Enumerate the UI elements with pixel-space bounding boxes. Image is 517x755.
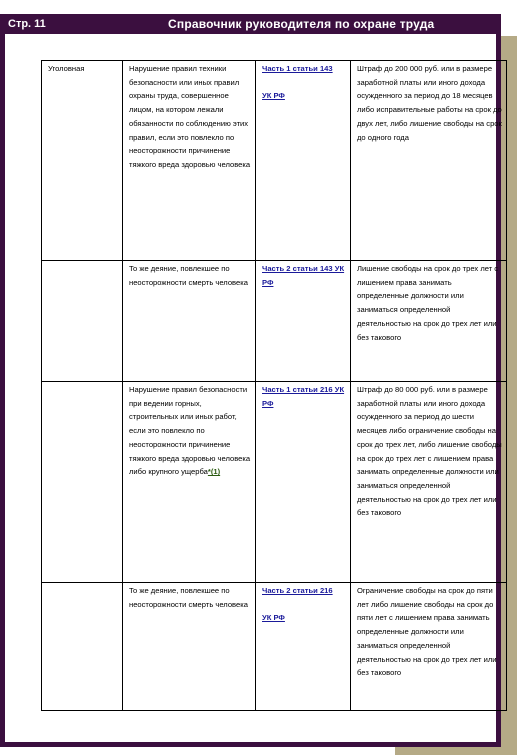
liability-type-cell (42, 583, 123, 711)
frame-left-border (0, 34, 5, 747)
penalty-cell: Штраф до 80 000 руб. или в размере заработной платы или иного дохода осужденного за период до шести месяцев либо ограничение свободы на срок до трех лет, либо лишение свободы на срок до трех лет с лишением права занимать определенные должности или заниматься определенной деятельностью на срок до трех лет или без такового (351, 382, 507, 583)
table-row (42, 261, 507, 382)
table-row (42, 583, 507, 711)
article-link[interactable]: УК РФ (262, 612, 285, 622)
liability-type-cell (42, 261, 123, 382)
liability-table (41, 60, 507, 711)
violation-cell (123, 382, 256, 583)
footnote-link[interactable]: *(1) (207, 467, 221, 477)
liability-type-cell: Уголовная (42, 61, 123, 261)
article-cell (256, 583, 351, 711)
page-number: Стр. 11 (8, 18, 46, 30)
penalty-cell: Ограничение свободы на срок до пяти лет либо лишение свободы на срок до пяти лет с лишением права занимать определенные должности или заниматься определенной деятельностью на срок до трех лет или без такового (351, 583, 507, 711)
article-link[interactable]: Часть 2 статьи 143 УК РФ (262, 264, 345, 287)
table-row (42, 61, 507, 261)
page-header (0, 14, 501, 34)
article-link[interactable]: Часть 1 статьи 143 (262, 64, 333, 73)
article-gap (262, 76, 346, 89)
article-gap (262, 598, 346, 611)
page-title: Справочник руководителя по охране труда (168, 17, 435, 31)
article-link[interactable]: УК РФ (262, 90, 285, 100)
article-link[interactable]: Часть 1 статьи 216 УК РФ (262, 385, 345, 408)
table-row (42, 382, 507, 583)
violation-cell: Нарушение правил техники безопасности или иных правил охраны труда, совершенное лицом, на котором лежали обязанности по соблюдению этих правил, если это повлекло по неосторожности причинение тяжкого вреда здоровью человека (123, 61, 256, 261)
frame-bottom-border (0, 742, 501, 747)
liability-type-cell (42, 382, 123, 583)
article-cell (256, 382, 351, 583)
violation-cell: То же деяние, повлекшее по неосторожности смерть человека (123, 261, 256, 382)
penalty-cell: Лишение свободы на срок до трех лет с лишением права занимать определенные должности или заниматься определенной деятельностью на срок до трех лет или без такового (351, 261, 507, 382)
article-link[interactable]: Часть 2 статьи 216 (262, 586, 333, 595)
penalty-cell: Штраф до 200 000 руб. или в размере заработной платы или иного дохода осужденного за период до 18 месяцев либо исправительные работы на срок до двух лет, либо лишение свободы на срок до одного года (351, 61, 507, 261)
article-cell (256, 61, 351, 261)
violation-cell: То же деяние, повлекшее по неосторожности смерть человека (123, 583, 256, 711)
article-cell (256, 261, 351, 382)
violation-text: Нарушение правил безопасности при ведении горных, строительных или иных работ, если это повлекло по неосторожности причинение тяжкого вреда здоровью человека либо крупного ущерба (129, 385, 251, 477)
